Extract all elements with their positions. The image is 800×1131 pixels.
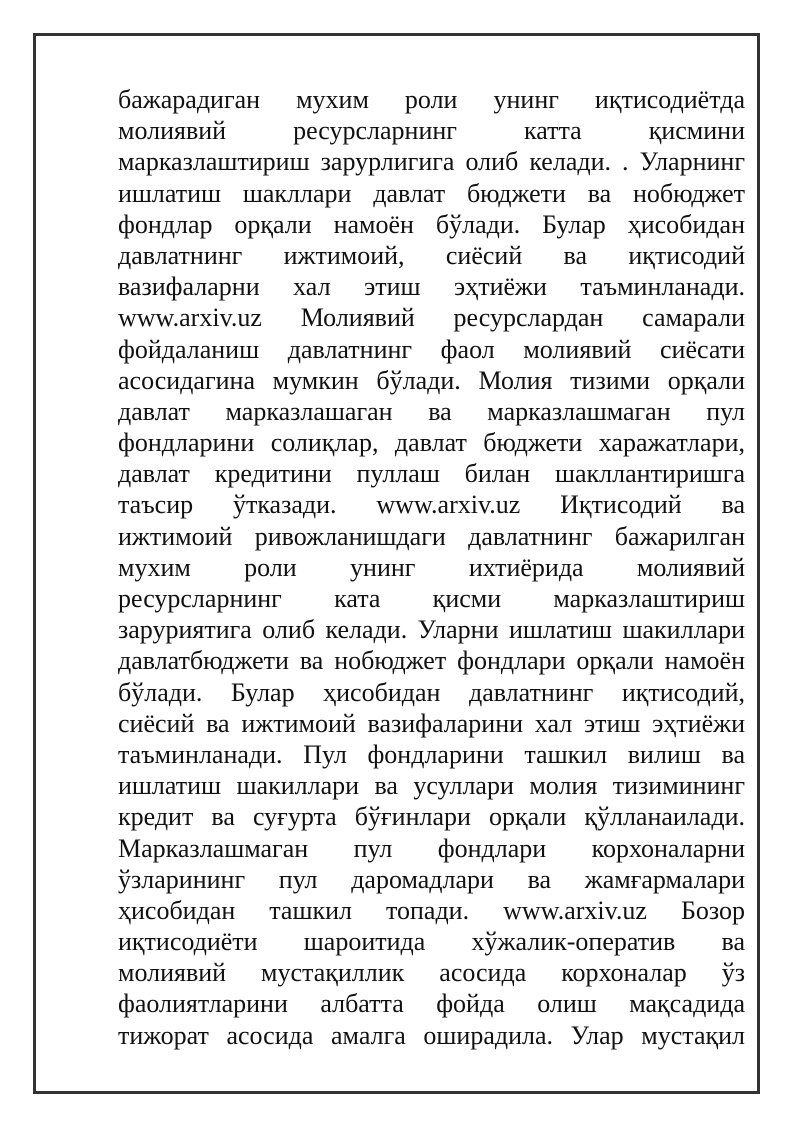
text-line: бажарадиган мухим роли унинг иқтисодиётда (118, 85, 745, 114)
text-line: ресурсларнинг ката қисми марказлаштириш (118, 584, 745, 613)
text-line: молиявий мустақиллик асосида корхоналар ўз (118, 958, 745, 988)
text-line: www.arxiv.uz Молиявий ресурслардан самарали (118, 303, 745, 333)
text-line: марказлаштириш зарурлигига олиб келади. . Уларнинг (118, 147, 745, 177)
text-line: фондлар орқали намоён бўлади. Булар ҳисобидан (118, 209, 745, 239)
text-line: ижтимоий ривожланишдаги давлатнинг бажарилган (118, 521, 745, 551)
text-line: таъсир ўтказади. www.arxiv.uz Иқтисодий ва (118, 490, 745, 520)
text-line: иқтисодиёти шароитида хўжалик-оператив ва (118, 927, 745, 957)
text-line: давлатбюджети ва нобюджет фондлари орқали намоён (118, 646, 745, 676)
text-line: таъминланади. Пул фондларини ташкил вилиш ва (118, 739, 745, 769)
text-line: давлат марказлашаган ва марказлашмаган пул (118, 396, 745, 426)
text-line: тижорат асосида амалга оширадила. Улар мустақил (118, 1020, 745, 1050)
text-line: молиявий ресурсларнинг катта қисмини (118, 116, 745, 146)
text-line: вазифаларни хал этиш эҳтиёжи таъминланади. (118, 272, 745, 302)
text-line: фондларини солиқлар, давлат бюджети харажатлари, (118, 428, 745, 458)
text-line: бўлади. Булар ҳисобидан давлатнинг иқтисодий, (118, 677, 745, 707)
text-line: давлат кредитини пуллаш билан шакллантиришга (118, 459, 745, 489)
text-line: Марказлашмаган пул фондлари корхоналарни (118, 833, 745, 863)
text-line: ҳисобидан ташкил топади. www.arxiv.uz Бозор (118, 895, 745, 925)
text-line: заруриятига олиб келади. Уларни ишлатиш шакиллари (118, 615, 745, 645)
text-line: ишлатиш шакллари давлат бюджети ва нобюджет (118, 178, 745, 208)
text-line: мухим роли унинг ихтиёрида молиявий (118, 552, 745, 582)
text-line: давлатнинг ижтимоий, сиёсий ва иқтисодий (118, 240, 745, 270)
text-line: фаолиятларини албатта фойда олиш мақсадида (118, 989, 745, 1019)
text-line: кредит ва суғурта бўғинлари орқали қўлланаилади. (118, 802, 745, 832)
text-line: ўзларининг пул даромадлари ва жамғармалари (118, 864, 745, 894)
page-frame (33, 33, 760, 1094)
text-line: асосидагина мумкин бўлади. Молия тизими орқали (118, 365, 745, 395)
text-line: фойдаланиш давлатнинг фаол молиявий сиёсати (118, 334, 745, 364)
document-body (118, 84, 745, 1051)
text-line: ишлатиш шакиллари ва усуллари молия тизимининг (118, 771, 745, 801)
text-line: сиёсий ва ижтимоий вазифаларини хал этиш эҳтиёжи (118, 708, 745, 738)
